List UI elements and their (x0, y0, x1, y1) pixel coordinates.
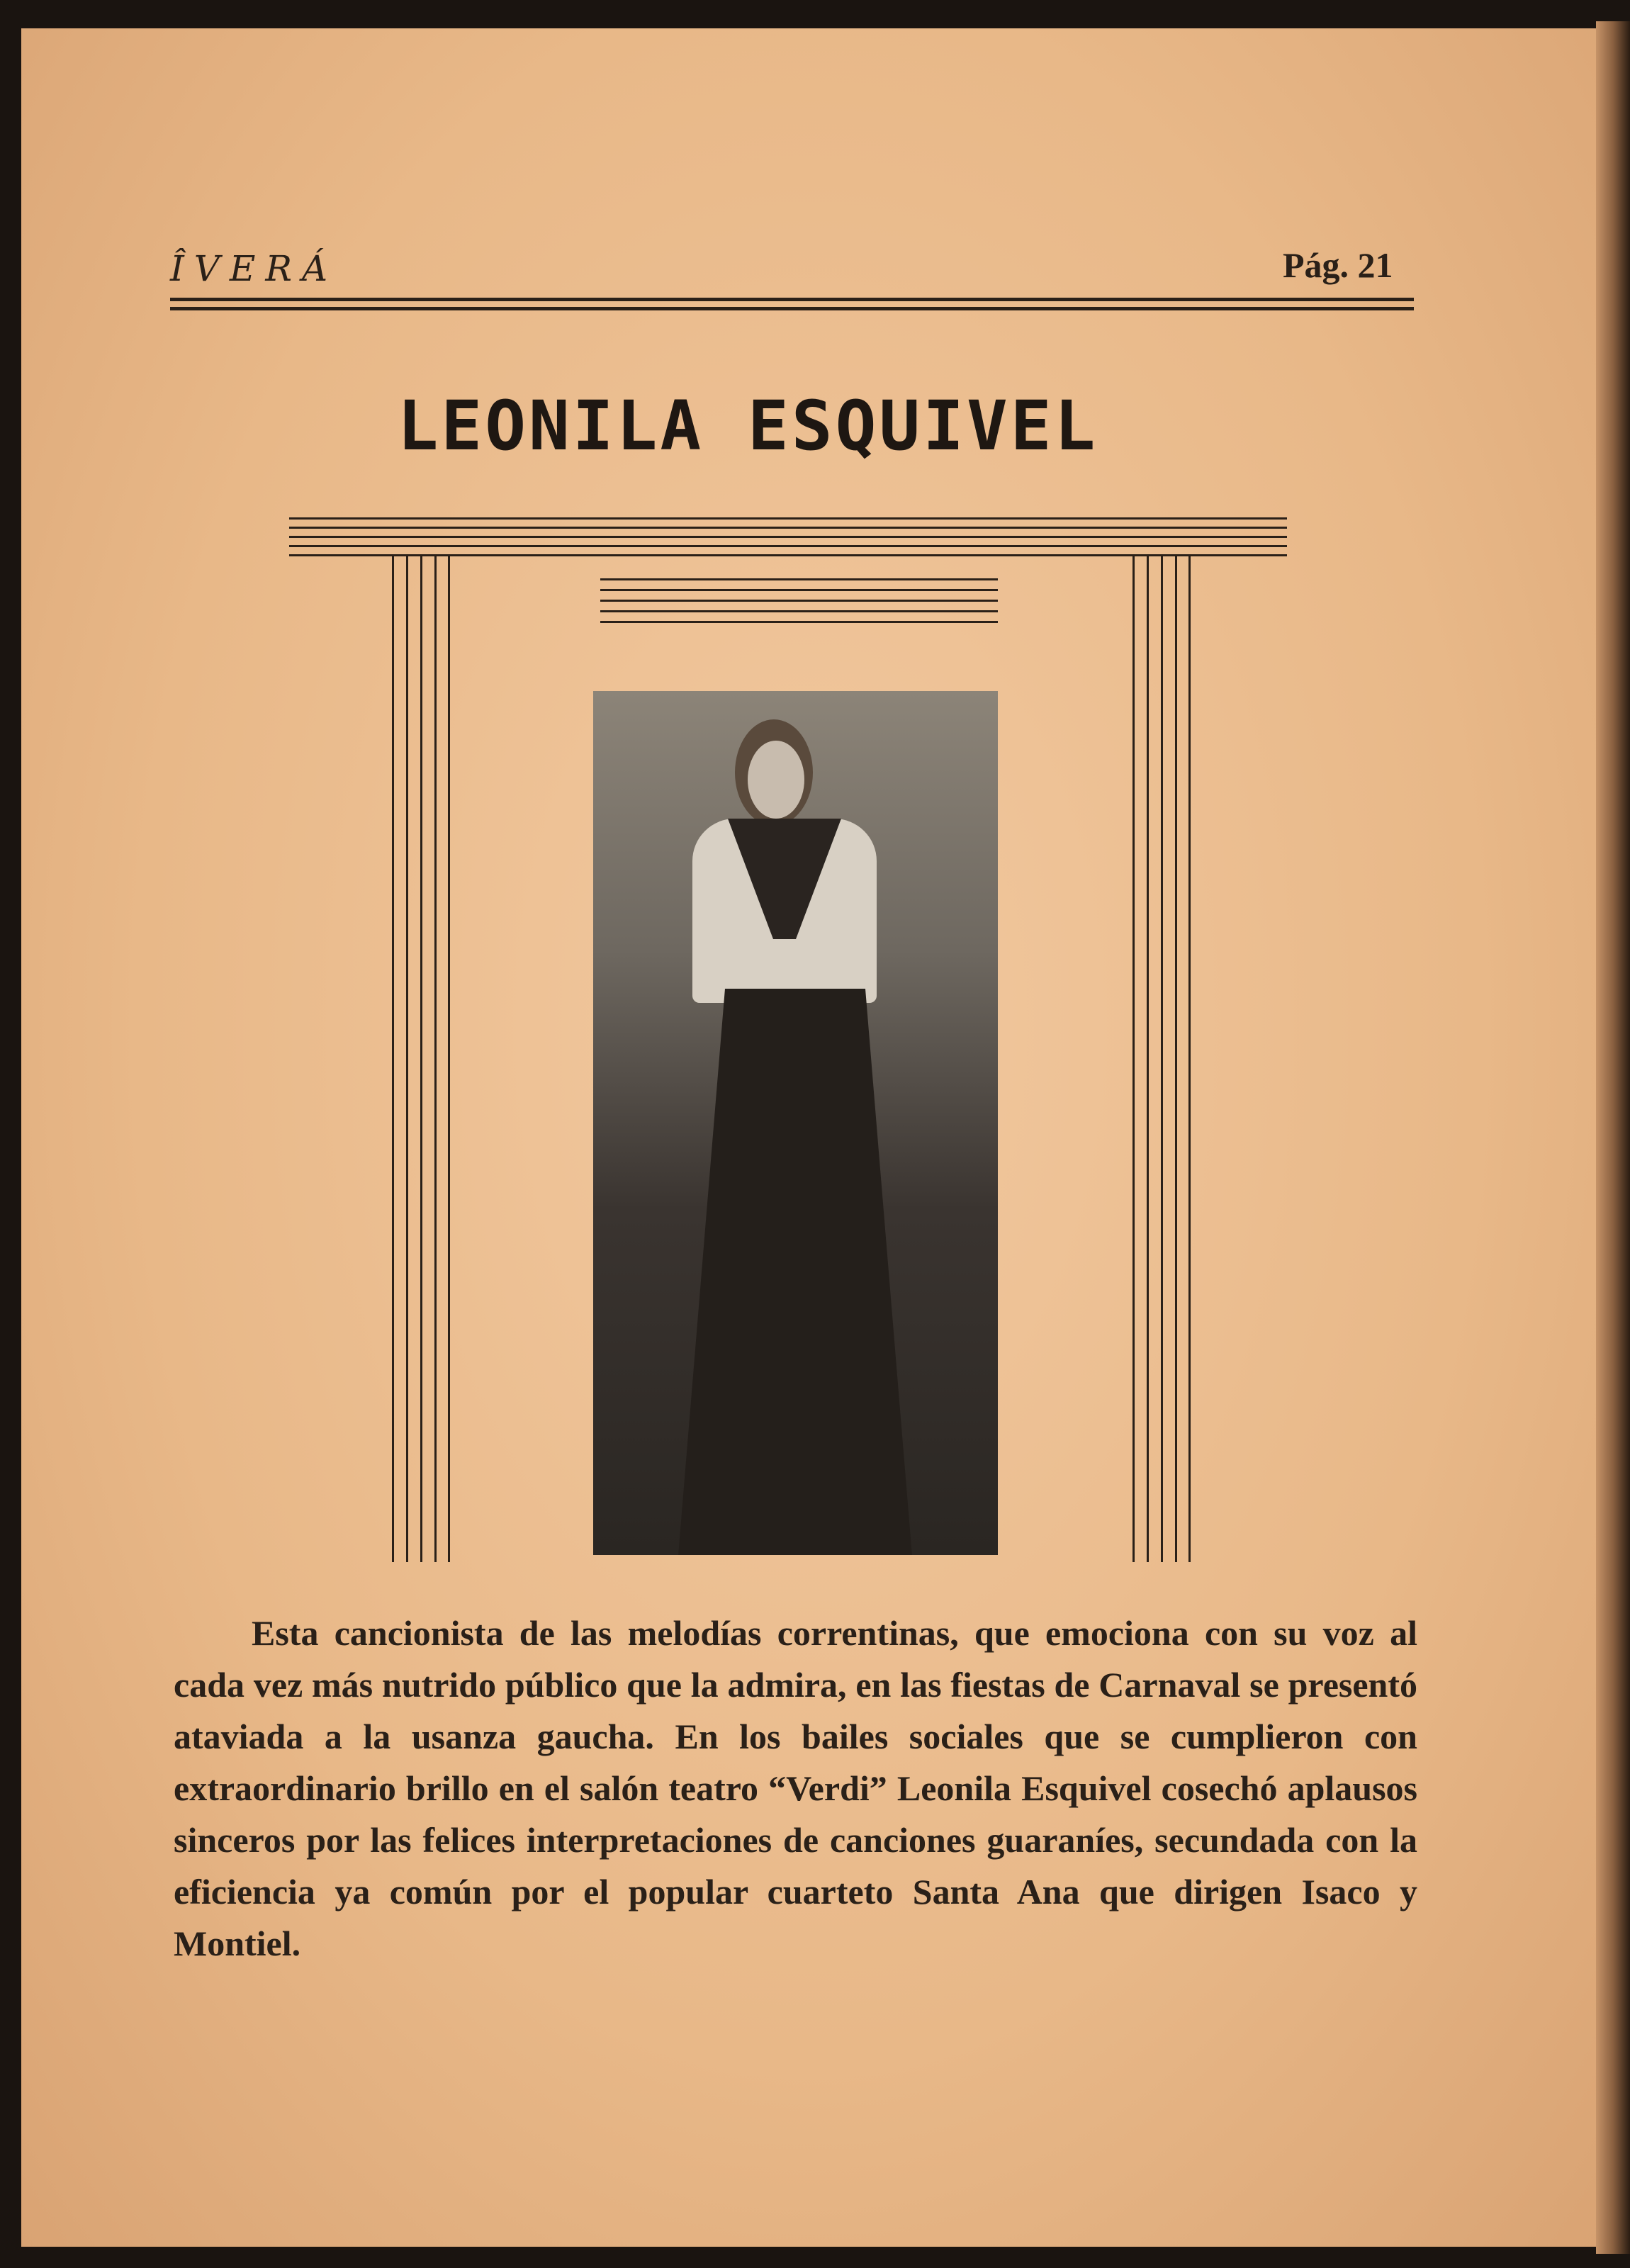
page-edge (1596, 21, 1630, 2254)
article-body: Esta cancionista de las melodías correntinas, que emociona con su voz al cada vez más nutrido público que la admira, en las fiestas de Carnaval se presentó ataviada a la usanza gaucha. En los bailes sociales que se cumplieron con extraordinario brillo en el salón teatro “Verdi” Leonila Esquivel cosechó aplausos sinceros por las felices interpretaciones de canciones guaraníes, secundada con la eficiencia ya común por el popular cuarteto Santa Ana que dirigen Isaco y Montiel. (174, 1613, 1417, 1963)
header-rule (170, 307, 1414, 310)
portrait-photo (593, 691, 998, 1555)
article-title: LEONILA ESQUIVEL (397, 386, 1098, 466)
page-number: Pág. 21 (1283, 245, 1393, 285)
magazine-name: ÎVERÁ (170, 248, 338, 289)
header-rule (170, 298, 1414, 301)
